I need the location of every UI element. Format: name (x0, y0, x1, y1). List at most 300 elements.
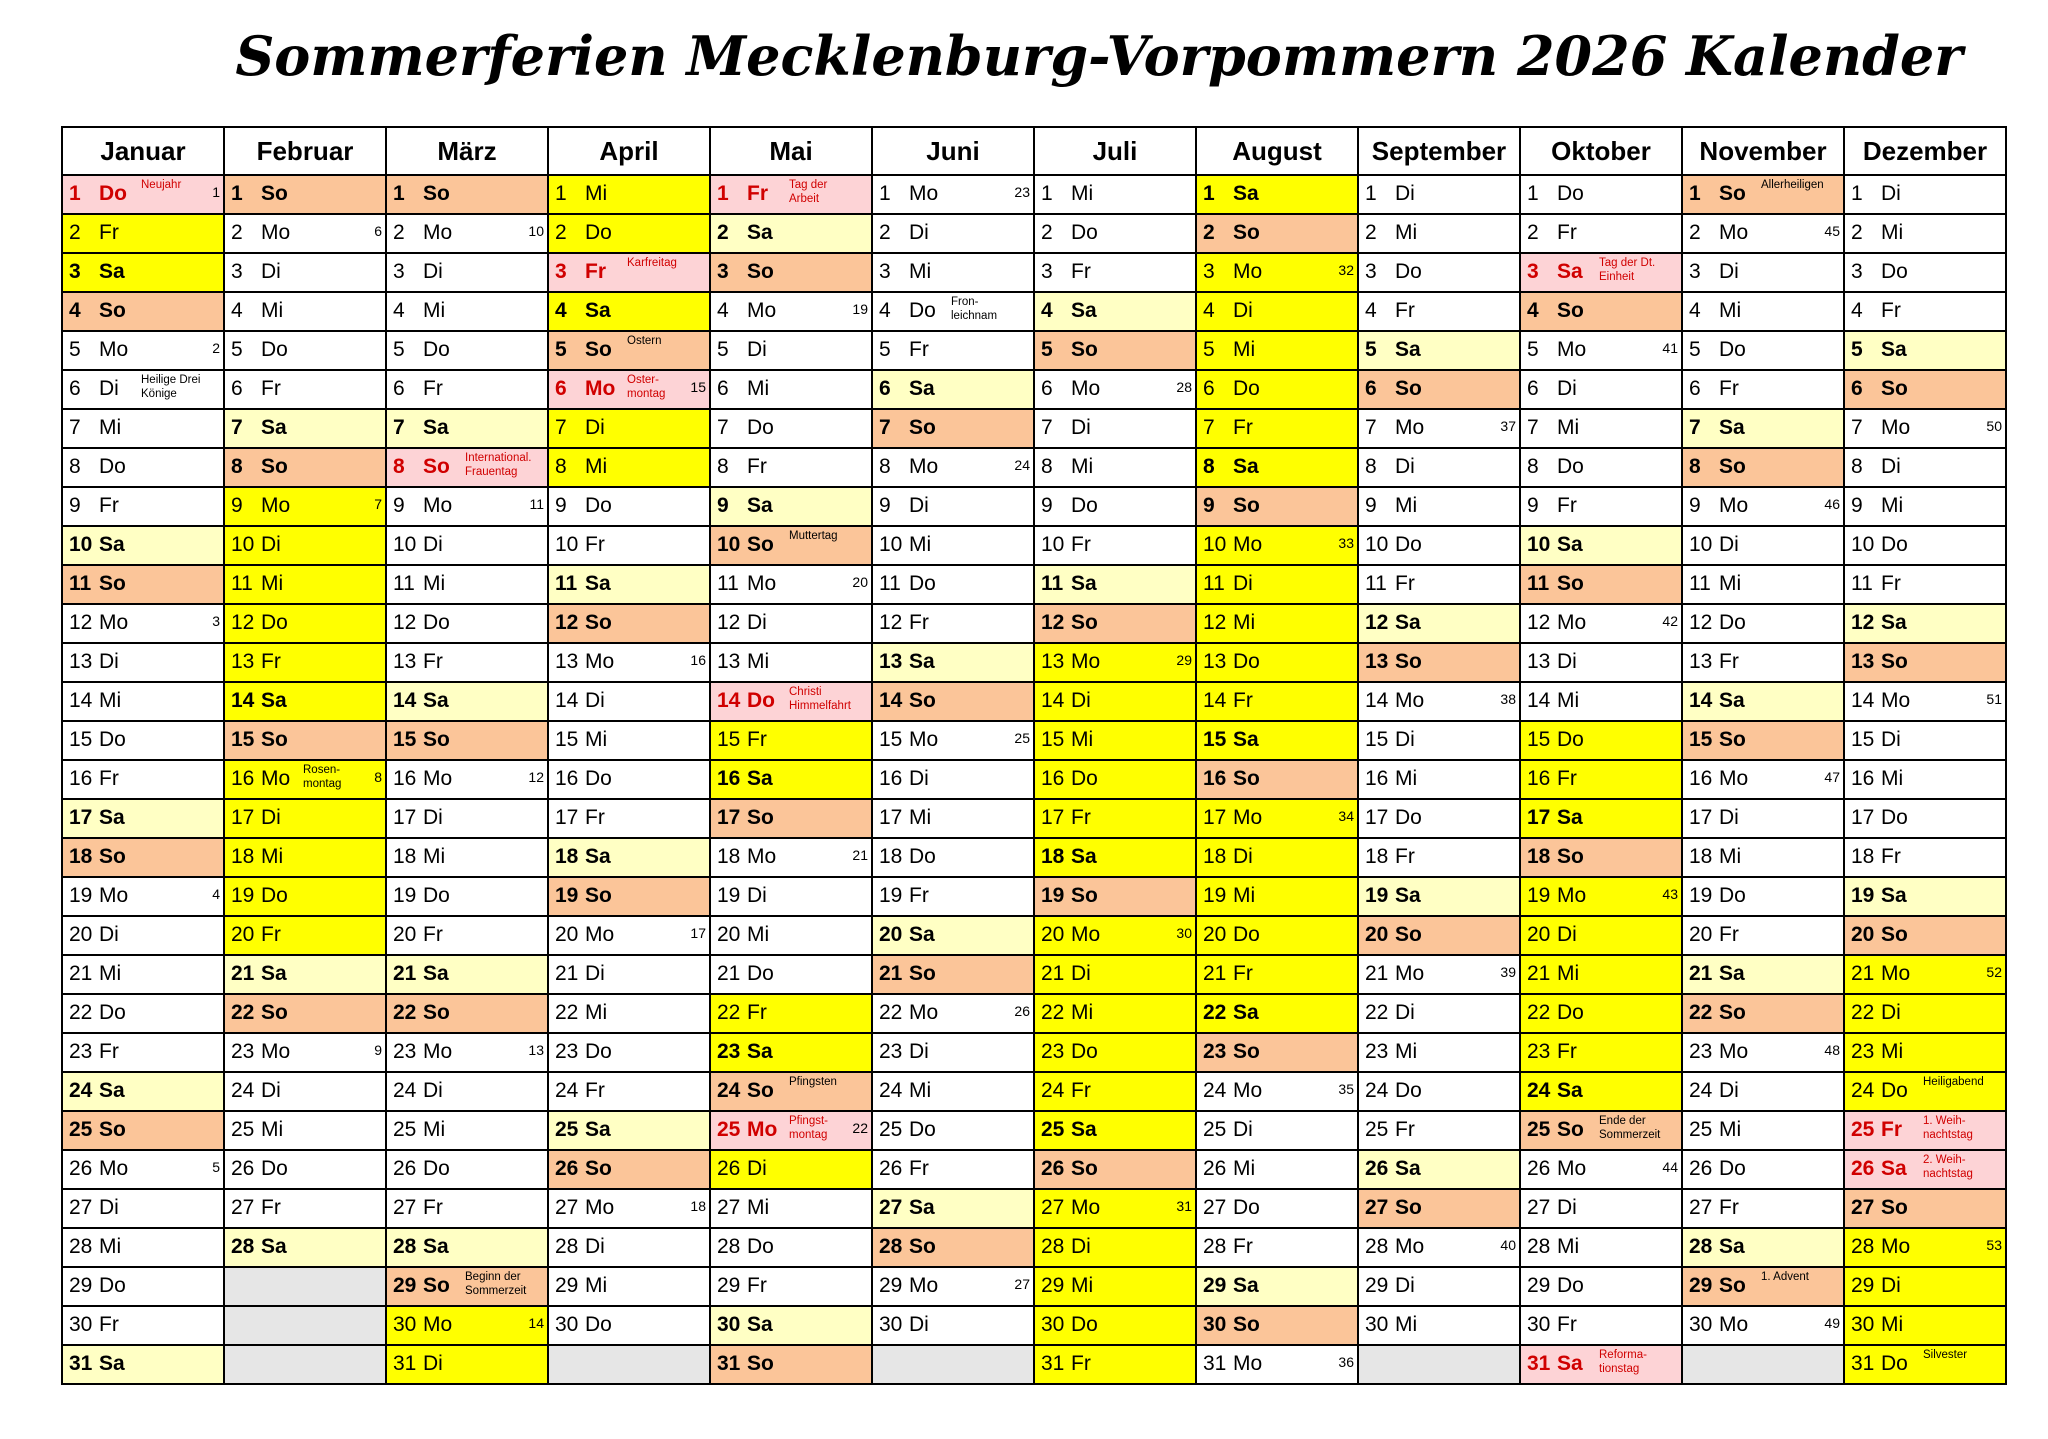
day-cell-content (1359, 878, 1519, 915)
day-cell (1358, 721, 1520, 760)
day-number: 28 (879, 1235, 903, 1258)
weekday-name: So (909, 416, 936, 439)
day-number: 21 (717, 962, 741, 985)
day-cell-content (1359, 683, 1519, 720)
day-number: 22 (1041, 1001, 1065, 1024)
day-cell-content (873, 995, 1033, 1032)
day-cell (1844, 604, 2006, 643)
day-cell (1196, 877, 1358, 916)
day-number: 6 (1365, 377, 1377, 400)
day-number: 19 (1689, 884, 1713, 907)
weekday-name: So (423, 1274, 450, 1297)
day-cell (1844, 565, 2006, 604)
day-cell (224, 175, 386, 214)
weekday-name: Sa (585, 845, 611, 868)
week-number: 29 (1176, 652, 1192, 668)
weekday-name: Mi (423, 1118, 446, 1141)
weekday-name: So (1557, 1118, 1584, 1141)
day-cell (62, 1072, 224, 1111)
weekday-name: So (1233, 1313, 1260, 1336)
day-cell-content (1035, 1229, 1195, 1266)
day-number: 18 (555, 845, 579, 868)
day-cell-content (1035, 1346, 1195, 1383)
day-number: 4 (555, 299, 567, 322)
holiday-label: 2. Weih-nachtstag (1923, 1154, 1973, 1180)
weekday-name: Di (99, 377, 119, 400)
weekday-name: Sa (1395, 611, 1421, 634)
day-number: 14 (717, 689, 741, 712)
day-number: 25 (1851, 1118, 1875, 1141)
day-number: 24 (1689, 1079, 1713, 1102)
week-number: 41 (1662, 340, 1678, 356)
weekday-name: Fr (261, 650, 281, 673)
weekday-name: So (747, 806, 774, 829)
day-number: 4 (717, 299, 729, 322)
day-number: 6 (1689, 377, 1701, 400)
weekday-name: Sa (747, 1313, 773, 1336)
day-cell-content (63, 1190, 223, 1227)
day-cell (548, 1072, 710, 1111)
day-cell (386, 214, 548, 253)
weekday-name: Di (909, 767, 929, 790)
day-number: 30 (555, 1313, 579, 1336)
day-cell-content (1035, 1190, 1195, 1227)
day-cell-content (63, 1112, 223, 1149)
day-number: 6 (231, 377, 243, 400)
day-number: 9 (231, 494, 243, 517)
day-cell-content (1521, 371, 1681, 408)
day-cell-content (387, 371, 547, 408)
day-cell-content (1683, 1268, 1843, 1305)
holiday-label: Pfingst-montag (789, 1115, 828, 1141)
weekday-name: Di (585, 962, 605, 985)
day-number: 12 (1365, 611, 1389, 634)
table-row (62, 877, 2006, 916)
day-number: 29 (393, 1274, 417, 1297)
day-number: 12 (231, 611, 255, 634)
day-number: 24 (1041, 1079, 1065, 1102)
day-number: 17 (1365, 806, 1389, 829)
day-number: 4 (1527, 299, 1539, 322)
day-cell (224, 409, 386, 448)
day-number: 6 (555, 377, 567, 400)
day-cell-content (1845, 878, 2005, 915)
weekday-name: Do (1233, 377, 1260, 400)
week-number: 18 (690, 1198, 706, 1214)
day-cell-content (1197, 761, 1357, 798)
day-number: 4 (1689, 299, 1701, 322)
weekday-name: Fr (1719, 377, 1739, 400)
day-cell (62, 721, 224, 760)
weekday-name: Do (261, 884, 288, 907)
day-cell (872, 1072, 1034, 1111)
week-number: 35 (1338, 1081, 1354, 1097)
weekday-name: Mo (423, 767, 453, 790)
weekday-name: Di (585, 1235, 605, 1258)
day-number: 14 (69, 689, 93, 712)
table-row (62, 448, 2006, 487)
day-number: 5 (717, 338, 729, 361)
day-cell-content (1197, 410, 1357, 447)
weekday-name: Di (909, 494, 929, 517)
day-cell (872, 877, 1034, 916)
weekday-name: Do (1233, 923, 1260, 946)
week-number: 53 (1986, 1237, 2002, 1253)
day-cell-content (1359, 839, 1519, 876)
day-cell-content (387, 1112, 547, 1149)
day-cell-content (1683, 644, 1843, 681)
day-cell-content (711, 566, 871, 603)
day-number: 10 (555, 533, 579, 556)
table-row (62, 682, 2006, 721)
weekday-name: Do (99, 728, 126, 751)
week-number: 12 (528, 769, 544, 785)
weekday-name: So (423, 728, 450, 751)
day-number: 7 (231, 416, 243, 439)
weekday-name: Fr (909, 884, 929, 907)
weekday-name: Mi (1071, 455, 1094, 478)
day-cell-content (549, 605, 709, 642)
day-cell-content (1845, 1112, 2005, 1149)
day-number: 27 (1851, 1196, 1875, 1219)
weekday-name: So (1233, 494, 1260, 517)
day-cell (710, 175, 872, 214)
holiday-label: 1. Advent (1761, 1271, 1809, 1283)
weekday-name: Do (747, 962, 774, 985)
day-number: 21 (69, 962, 93, 985)
weekday-name: So (1233, 221, 1260, 244)
day-cell-content (387, 722, 547, 759)
day-cell (386, 175, 548, 214)
day-cell-content (1359, 449, 1519, 486)
day-cell (710, 1306, 872, 1345)
day-number: 15 (555, 728, 579, 751)
day-cell-content (63, 1073, 223, 1110)
day-cell (386, 877, 548, 916)
day-cell (872, 448, 1034, 487)
day-cell (62, 799, 224, 838)
day-cell-content (1359, 215, 1519, 252)
week-number: 1 (212, 184, 220, 200)
day-cell-content (63, 332, 223, 369)
day-number: 15 (231, 728, 255, 751)
day-cell-content (387, 1229, 547, 1266)
weekday-name: Do (1395, 806, 1422, 829)
day-number: 19 (69, 884, 93, 907)
day-cell (548, 487, 710, 526)
weekday-name: Mi (1881, 1040, 1904, 1063)
day-number: 22 (1527, 1001, 1551, 1024)
day-cell-content (1521, 1034, 1681, 1071)
day-cell (1358, 253, 1520, 292)
day-number: 5 (1203, 338, 1215, 361)
day-cell (1034, 955, 1196, 994)
day-cell (1196, 1111, 1358, 1150)
day-cell-content (873, 1229, 1033, 1266)
day-number: 14 (1041, 689, 1065, 712)
day-cell-content (1035, 839, 1195, 876)
day-cell (710, 1228, 872, 1267)
day-cell-content (225, 605, 385, 642)
day-cell (1196, 1267, 1358, 1306)
day-cell-content (1359, 644, 1519, 681)
weekday-name: Di (585, 416, 605, 439)
day-number: 1 (1851, 182, 1863, 205)
day-cell-content (1035, 176, 1195, 213)
weekday-name: Sa (1395, 884, 1421, 907)
weekday-name: Mi (423, 572, 446, 595)
day-number: 14 (1689, 689, 1713, 712)
holiday-label: Beginn der Sommerzeit (465, 1271, 527, 1297)
day-cell-content (1197, 1190, 1357, 1227)
day-number: 17 (879, 806, 903, 829)
weekday-name: Mo (747, 845, 777, 868)
day-number: 20 (1851, 923, 1875, 946)
weekday-name: Sa (1395, 338, 1421, 361)
day-cell-content (711, 878, 871, 915)
weekday-name: Mi (1881, 221, 1904, 244)
day-number: 26 (1689, 1157, 1713, 1180)
day-cell (1520, 526, 1682, 565)
weekday-name: Mo (261, 221, 291, 244)
day-cell (872, 565, 1034, 604)
weekday-name: Fr (909, 611, 929, 634)
day-cell-content (1845, 1307, 2005, 1344)
day-number: 3 (393, 260, 405, 283)
day-number: 9 (1851, 494, 1863, 517)
weekday-name: Do (909, 1118, 936, 1141)
weekday-name: So (423, 455, 450, 478)
day-number: 20 (1041, 923, 1065, 946)
holiday-label: Tag der Dt. Einheit (1599, 257, 1656, 283)
day-cell (1520, 292, 1682, 331)
day-cell (1520, 877, 1682, 916)
weekday-name: Mi (1719, 1118, 1742, 1141)
weekday-name: Do (261, 1157, 288, 1180)
weekday-name: Do (1881, 806, 1908, 829)
weekday-name: Mi (1233, 884, 1256, 907)
day-cell-content (1683, 176, 1843, 213)
weekday-name: Do (99, 1274, 126, 1297)
day-cell-content (1359, 410, 1519, 447)
day-cell-content (549, 800, 709, 837)
weekday-name: Mo (1395, 962, 1425, 985)
day-cell-content (387, 683, 547, 720)
day-cell-content (1845, 995, 2005, 1032)
day-cell (710, 916, 872, 955)
weekday-name: Mi (1071, 1274, 1094, 1297)
day-number: 28 (69, 1235, 93, 1258)
weekday-name: Mi (1395, 1040, 1418, 1063)
weekday-name: Sa (1881, 1157, 1907, 1180)
day-cell-content (63, 878, 223, 915)
day-cell (872, 1267, 1034, 1306)
day-number: 3 (69, 260, 81, 283)
weekday-name: Mo (1395, 689, 1425, 712)
day-cell-content (1197, 1073, 1357, 1110)
day-cell (386, 448, 548, 487)
day-cell (548, 253, 710, 292)
day-number: 21 (231, 962, 255, 985)
day-cell-content (225, 1229, 385, 1266)
day-cell (62, 994, 224, 1033)
weekday-name: Fr (585, 533, 605, 556)
day-cell (548, 175, 710, 214)
day-cell (1358, 955, 1520, 994)
day-number: 17 (717, 806, 741, 829)
month-header-0: Januar (62, 127, 224, 175)
day-cell-content (1035, 215, 1195, 252)
weekday-name: So (585, 1157, 612, 1180)
day-cell (1034, 1345, 1196, 1384)
day-cell-content (1521, 878, 1681, 915)
day-number: 14 (231, 689, 255, 712)
day-cell-content (1683, 488, 1843, 525)
day-cell-content (63, 215, 223, 252)
day-number: 16 (1041, 767, 1065, 790)
day-cell-content (1845, 410, 2005, 447)
table-row (62, 1189, 2006, 1228)
day-cell (1034, 1228, 1196, 1267)
day-cell (224, 331, 386, 370)
day-cell (1034, 799, 1196, 838)
weekday-name: So (909, 1235, 936, 1258)
day-cell (386, 1111, 548, 1150)
day-cell (62, 955, 224, 994)
week-number: 42 (1662, 613, 1678, 629)
day-number: 23 (1527, 1040, 1551, 1063)
weekday-name: Mi (261, 572, 284, 595)
day-number: 5 (1689, 338, 1701, 361)
day-cell (1844, 838, 2006, 877)
day-number: 5 (393, 338, 405, 361)
empty-day-cell (224, 1267, 386, 1306)
day-cell-content (1035, 332, 1195, 369)
weekday-name: Do (1719, 611, 1746, 634)
day-cell-content (549, 488, 709, 525)
weekday-name: So (585, 338, 612, 361)
day-cell (1034, 682, 1196, 721)
day-cell-content (225, 722, 385, 759)
weekday-name: Fr (1395, 845, 1415, 868)
day-cell (386, 331, 548, 370)
day-number: 23 (717, 1040, 741, 1063)
day-number: 1 (1041, 182, 1053, 205)
day-cell (224, 1150, 386, 1189)
day-number: 26 (69, 1157, 93, 1180)
weekday-name: Di (1071, 416, 1091, 439)
day-number: 31 (1851, 1352, 1875, 1375)
empty-day-cell (224, 1306, 386, 1345)
day-cell (1520, 916, 1682, 955)
day-cell-content (1035, 956, 1195, 993)
day-cell-content (387, 605, 547, 642)
day-cell-content (225, 254, 385, 291)
day-cell-content (1359, 254, 1519, 291)
day-cell (1358, 838, 1520, 877)
day-cell-content (873, 683, 1033, 720)
day-number: 29 (69, 1274, 93, 1297)
day-cell (62, 1306, 224, 1345)
weekday-name: So (261, 182, 288, 205)
day-cell (1520, 643, 1682, 682)
day-cell (1034, 292, 1196, 331)
holiday-label: Heiligabend (1923, 1076, 1984, 1088)
day-cell-content (711, 254, 871, 291)
day-cell (1844, 1345, 2006, 1384)
day-cell-content (549, 1151, 709, 1188)
weekday-name: Mo (423, 1313, 453, 1336)
day-cell (1034, 1267, 1196, 1306)
day-cell-content (1845, 683, 2005, 720)
day-cell-content (225, 449, 385, 486)
day-number: 1 (231, 182, 243, 205)
day-cell-content (225, 839, 385, 876)
day-number: 21 (1527, 962, 1551, 985)
day-number: 3 (1851, 260, 1863, 283)
day-number: 18 (1689, 845, 1713, 868)
day-cell (62, 487, 224, 526)
day-cell (1844, 253, 2006, 292)
month-header-11: Dezember (1844, 127, 2006, 175)
weekday-name: Fr (99, 767, 119, 790)
day-cell (1358, 916, 1520, 955)
day-cell-content (225, 683, 385, 720)
day-number: 13 (69, 650, 93, 673)
day-number: 23 (393, 1040, 417, 1063)
day-cell-content (549, 176, 709, 213)
weekday-name: Di (423, 260, 443, 283)
day-cell (548, 1150, 710, 1189)
day-cell-content (1035, 683, 1195, 720)
weekday-name: Mo (1071, 1196, 1101, 1219)
weekday-name: Fr (99, 1313, 119, 1336)
day-cell (224, 253, 386, 292)
day-cell (710, 721, 872, 760)
day-cell-content (225, 1151, 385, 1188)
day-number: 28 (393, 1235, 417, 1258)
day-number: 12 (1041, 611, 1065, 634)
day-cell-content (873, 605, 1033, 642)
weekday-name: Sa (747, 221, 773, 244)
day-cell (872, 214, 1034, 253)
table-row (62, 1033, 2006, 1072)
day-number: 30 (1041, 1313, 1065, 1336)
table-row (62, 1111, 2006, 1150)
weekday-name: Fr (1395, 1118, 1415, 1141)
day-cell (1034, 214, 1196, 253)
day-number: 29 (1203, 1274, 1227, 1297)
day-cell (1844, 175, 2006, 214)
day-cell-content (1035, 644, 1195, 681)
day-cell-content (387, 332, 547, 369)
day-cell-content (1845, 1229, 2005, 1266)
weekday-name: So (1719, 728, 1746, 751)
day-number: 11 (69, 572, 92, 595)
day-number: 7 (393, 416, 405, 439)
day-cell (1196, 1033, 1358, 1072)
day-cell (1358, 604, 1520, 643)
month-header-6: Juli (1034, 127, 1196, 175)
day-cell (1196, 682, 1358, 721)
day-number: 22 (879, 1001, 903, 1024)
day-cell-content (1683, 917, 1843, 954)
day-cell-content (225, 215, 385, 252)
empty-day-cell (1358, 1345, 1520, 1384)
day-cell (1520, 448, 1682, 487)
day-number: 9 (69, 494, 81, 517)
day-cell (1844, 214, 2006, 253)
